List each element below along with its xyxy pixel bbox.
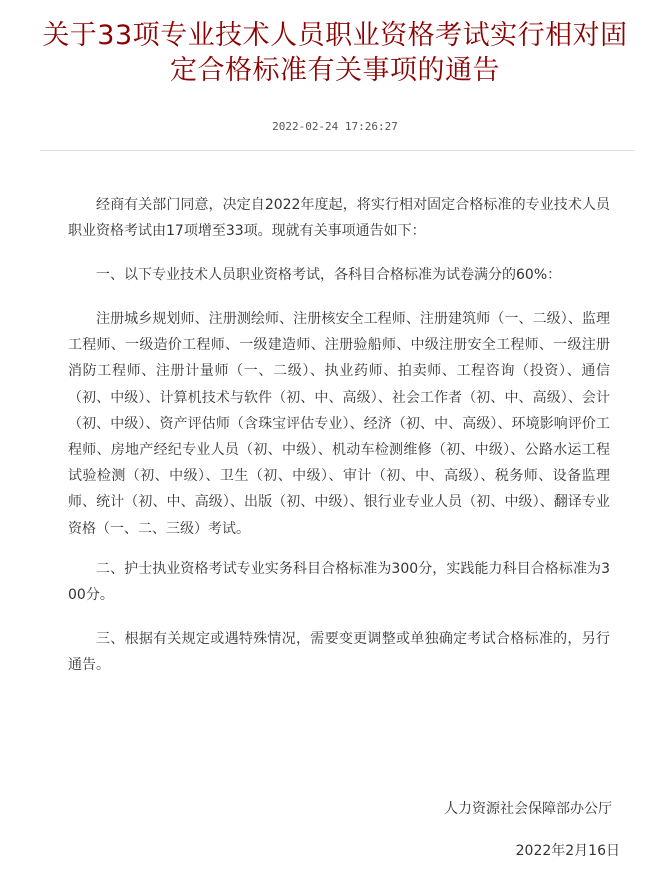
section-three-paragraph: 三、根据有关规定或遇特殊情况，需要变更调整或单独确定考试合格标准的，另行通告。 (68, 630, 610, 673)
publish-timestamp: 2022-02-24 17:26:27 (272, 120, 398, 133)
issue-date: 2022年2月16日 (515, 843, 620, 859)
article-body (68, 192, 610, 696)
title-divider (40, 150, 635, 151)
issuer-name: 人力资源社会保障部办公厅 (444, 801, 612, 817)
signature-block (444, 796, 620, 864)
article-title: 关于33项专业技术人员职业资格考试实行相对固定合格标准有关事项的通告 (42, 20, 628, 86)
intro-paragraph: 经商有关部门同意，决定自2022年度起，将实行相对固定合格标准的专业技术人员职业资格考试由17项增至33项。现就有关事项通告如下： (68, 197, 610, 239)
exam-list-paragraph: 注册城乡规划师、注册测绘师、注册核安全工程师、注册建筑师（一、二级）、监理工程师、一级造价工程师、一级建造师、注册验船师、中级注册安全工程师、一级注册消防工程师、注册计量师（一、二级）、执业药师、拍卖师、工程咨询（投资）、通信（初、中级）、计算机技术与软件（初、中、高级）、社会工作者（初、中、高级）、会计（初、中级）、资产评估师（含珠宝评估专业）、经济（初、中、高级）、环境影响评价工程师、房地产经纪专业人员（初、中级）、机动车检测维修（初、中级）、公路水运工程试验检测（初、中级）、卫生（初、中级）、审计（初、中、高级）、税务师、设备监理师、统计（初、中、高级）、出版（初、中级）、银行业专业人员（初、中级）、翻译专业资格（一、二、三级）考试。 (68, 311, 610, 537)
section-two-paragraph: 二、护士执业资格考试专业实务科目合格标准为300分，实践能力科目合格标准为300分。 (68, 560, 610, 603)
section-one-paragraph: 一、以下专业技术人员职业资格考试，各科目合格标准为试卷满分的60%： (96, 267, 562, 283)
